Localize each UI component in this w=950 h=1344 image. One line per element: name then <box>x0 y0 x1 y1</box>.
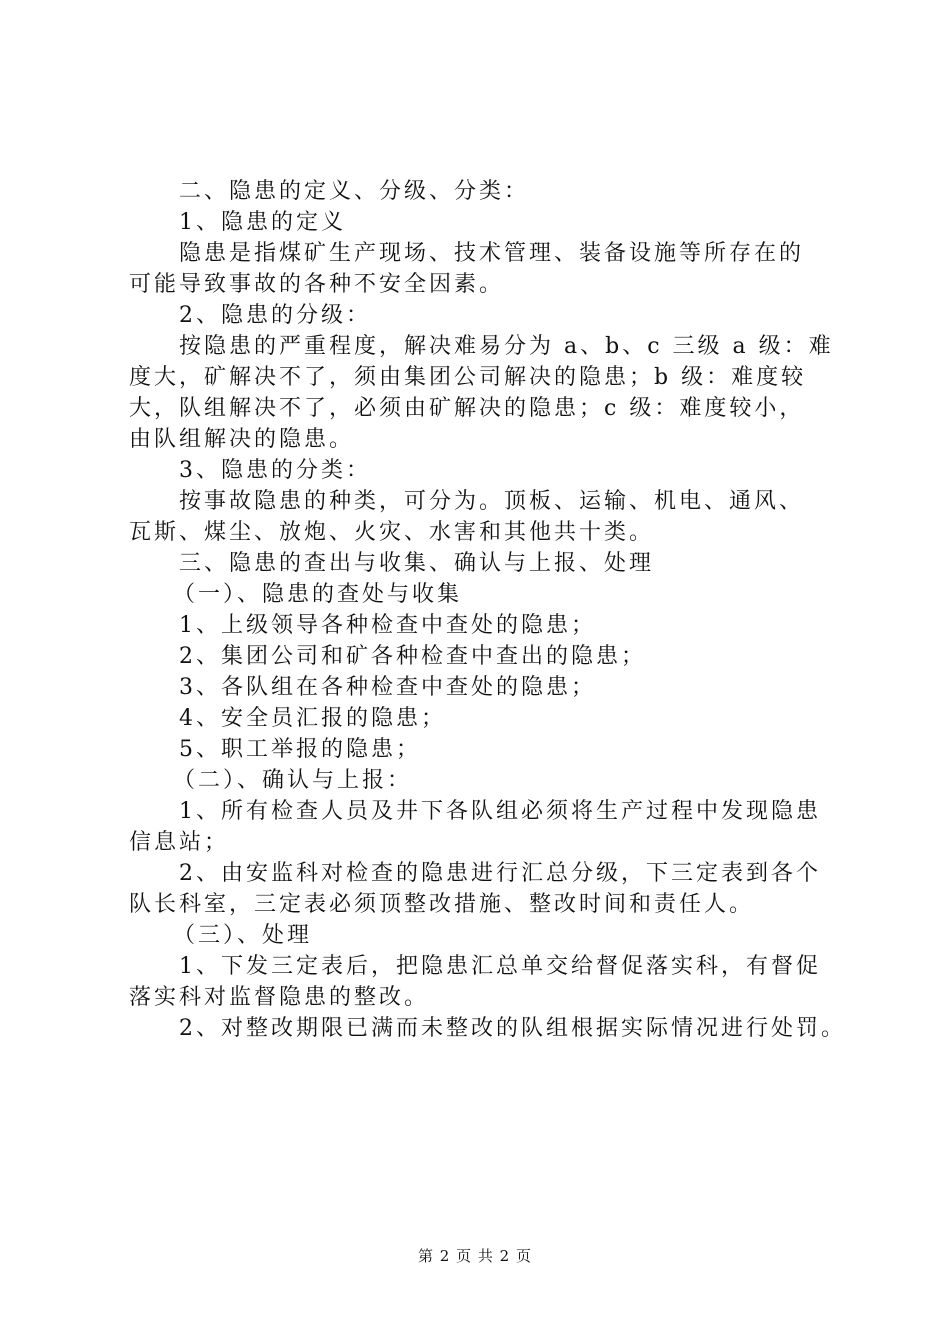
list-item: 1、所有检查人员及井下各队组必须将生产过程中发现隐患 <box>179 799 821 824</box>
subheading-confirm-report: （二）、确认与上报： <box>173 768 413 793</box>
list-item: 2、集团公司和矿各种检查中查出的隐患； <box>179 644 646 669</box>
paragraph-line: 瓦斯、煤尘、放炮、火灾、水害和其他共十类。 <box>129 520 655 545</box>
list-item: 1、下发三定表后，把隐患汇总单交给督促落实科，有督促 <box>179 954 821 979</box>
subheading-classification: 3、隐患的分类： <box>179 458 371 483</box>
document-body <box>129 176 846 1044</box>
page-number-footer: 第 2 页 共 2 页 <box>418 1247 532 1265</box>
subheading-definition: 1、隐患的定义 <box>179 210 346 235</box>
list-item: 2、由安监科对检查的隐患进行汇总分级，下三定表到各个 <box>179 861 821 886</box>
subheading-collection: （一）、隐患的查处与收集 <box>173 582 463 607</box>
section-heading-2: 二、隐患的定义、分级、分类： <box>179 179 530 204</box>
paragraph-line: 可能导致事故的各种不安全因素。 <box>129 272 505 297</box>
paragraph-line: 信息站； <box>129 830 230 855</box>
subheading-grading: 2、隐患的分级： <box>179 303 371 328</box>
list-item: 2、对整改期限已满而未整改的队组根据实际情况进行处罚。 <box>179 1016 846 1041</box>
list-item: 1、上级领导各种检查中查处的隐患； <box>179 613 596 638</box>
section-heading-3: 三、隐患的查出与收集、确认与上报、处理 <box>179 551 655 576</box>
paragraph-line: 度大，矿解决不了，须由集团公司解决的隐患；b 级：难度较 <box>129 365 807 390</box>
list-item: 3、各队组在各种检查中查处的隐患； <box>179 675 596 700</box>
paragraph-line: 隐患是指煤矿生产现场、技术管理、装备设施等所存在的 <box>179 241 805 266</box>
paragraph-line: 按隐患的严重程度，解决难易分为 a、b、c 三级 a 级：难 <box>179 334 834 359</box>
paragraph-line: 由队组解决的隐患。 <box>129 427 355 452</box>
paragraph-line: 按事故隐患的种类，可分为。顶板、运输、机电、通风、 <box>179 489 805 514</box>
paragraph-line: 大，队组解决不了，必须由矿解决的隐患；c 级：难度较小， <box>129 396 805 421</box>
paragraph-line: 队长科室，三定表必须顶整改措施、整改时间和责任人。 <box>129 892 755 917</box>
subheading-handling: （三）、处理 <box>173 923 313 948</box>
list-item: 4、安全员汇报的隐患； <box>179 706 446 731</box>
paragraph-line: 落实科对监督隐患的整改。 <box>129 985 430 1010</box>
list-item: 5、职工举报的隐患； <box>179 737 421 762</box>
